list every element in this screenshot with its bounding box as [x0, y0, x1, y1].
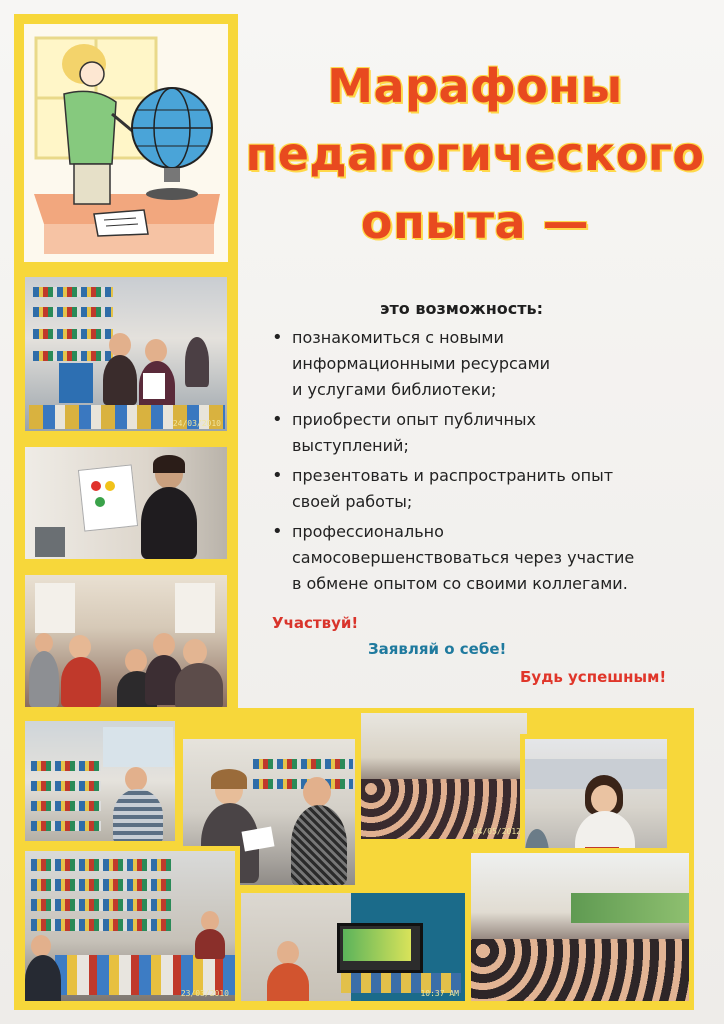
photo-hall-audience — [356, 708, 532, 844]
photo-presentation-screen — [236, 888, 470, 1006]
list-item: • познакомиться с новыми информационными ресурсами и услугами библиотеки; — [268, 325, 688, 403]
photo-date-stamp: 04/05/2012 — [472, 827, 521, 836]
poster-title — [245, 52, 705, 256]
photo-presenter-card — [20, 442, 232, 564]
photo-book-display — [20, 846, 240, 1006]
opportunities-list — [268, 325, 688, 601]
title-line-3: опыта — — [360, 195, 590, 249]
photo-time-stamp: 10:37 AM — [420, 989, 459, 998]
list-item: • приобрести опыт публичных выступлений; — [268, 407, 688, 459]
photo-audience-table — [20, 570, 232, 712]
subtitle: это возможность: — [380, 299, 544, 318]
slogan-be-successful: Будь успешным! — [520, 668, 667, 686]
teacher-globe-icon — [24, 24, 228, 262]
slogan-participate: Участвуй! — [272, 614, 359, 632]
teacher-globe-illustration — [20, 20, 232, 266]
title-line-2: педагогического — [245, 127, 705, 181]
photo-date-stamp: 24/03/2010 — [172, 419, 221, 428]
slogan-declare-yourself: Заявляй о себе! — [368, 640, 507, 658]
photo-hall-audience-2 — [466, 848, 694, 1006]
list-item: • презентовать и распространить опыт своей работы; — [268, 463, 688, 515]
list-item: • профессионально самосовершенствоваться через участие в обмене опытом со своими коллегами. — [268, 519, 688, 597]
photo-library-shelves — [20, 272, 232, 436]
photo-man-bookshelf — [20, 716, 180, 846]
title-line-1: Марафоны — [327, 59, 623, 113]
photo-date-stamp: 23/03/2010 — [180, 989, 229, 998]
